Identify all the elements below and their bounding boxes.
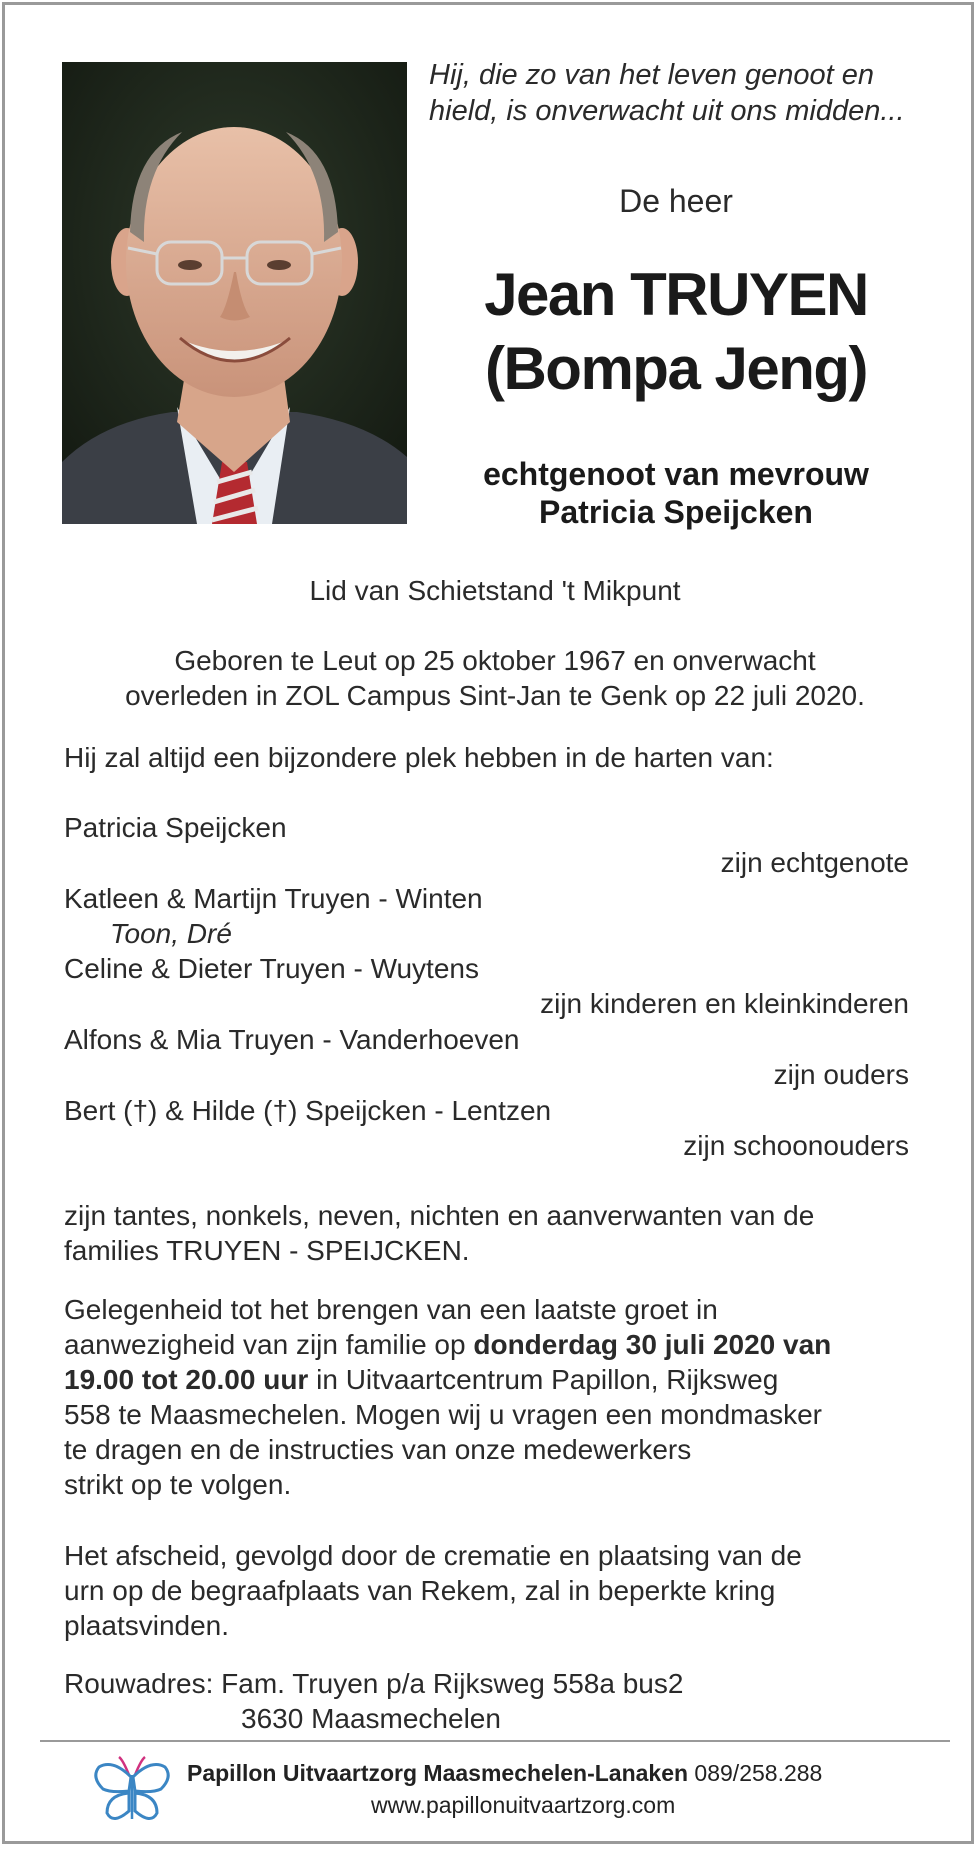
spouse-heading-line2: Patricia Speijcken xyxy=(539,494,813,530)
birth-death-line1: Geboren te Leut op 25 oktober 1967 en onverwacht xyxy=(174,645,816,676)
visit-line6: strikt op te volgen. xyxy=(64,1469,292,1500)
mourning-address-line2: 3630 Maasmechelen xyxy=(241,1703,501,1734)
family-children-role: zijn kinderen en kleinkinderen xyxy=(540,988,909,1019)
club-membership: Lid van Schietstand 't Mikpunt xyxy=(309,575,681,606)
family-spouse-name: Patricia Speijcken xyxy=(64,812,287,843)
spouse-heading xyxy=(429,455,923,531)
farewell-line3: plaatsvinden. xyxy=(64,1610,230,1641)
funeral-home-name: Papillon Uitvaartzorg Maasmechelen-Lanaken xyxy=(187,1760,689,1786)
mourning-address-line1: Rouwadres: Fam. Truyen p/a Rijksweg 558a bus2 xyxy=(64,1668,684,1699)
deceased-name xyxy=(429,258,923,406)
funeral-home-line xyxy=(187,1760,822,1787)
funeral-home-phone: 089/258.288 xyxy=(688,1760,823,1786)
relatives-line2: families TRUYEN - SPEIJCKEN. xyxy=(64,1235,470,1266)
visit-line2-text: aanwezigheid van zijn familie op xyxy=(64,1329,474,1360)
visit-line4: 558 te Maasmechelen. Mogen wij u vragen een mondmasker xyxy=(64,1399,822,1430)
deceased-name-line1: Jean TRUYEN xyxy=(484,261,868,328)
family-child2: Celine & Dieter Truyen - Wuytens xyxy=(64,953,479,984)
visit-date: donderdag 30 juli 2020 van xyxy=(473,1329,832,1360)
family-grandchildren: Toon, Dré xyxy=(110,918,232,949)
family-inlaws: Bert (†) & Hilde (†) Speijcken - Lentzen xyxy=(64,1095,552,1126)
footer-divider xyxy=(40,1740,950,1742)
family-inlaws-role: zijn schoonouders xyxy=(683,1130,909,1161)
farewell-line1: Het afscheid, gevolgd door de crematie en plaatsing van de xyxy=(64,1540,802,1571)
spouse-heading-line1: echtgenoot van mevrouw xyxy=(483,456,869,492)
family-spouse-role: zijn echtgenote xyxy=(720,847,909,878)
obituary-card xyxy=(2,2,974,1844)
family-child1: Katleen & Martijn Truyen - Winten xyxy=(64,883,483,914)
visit-line3 xyxy=(64,1362,934,1398)
butterfly-logo-icon xyxy=(93,1755,171,1827)
portrait-photo xyxy=(62,62,407,524)
family-intro: Hij zal altijd een bijzondere plek hebben in de harten van: xyxy=(64,742,774,773)
visit-line2 xyxy=(64,1327,934,1363)
family-parents: Alfons & Mia Truyen - Vanderhoeven xyxy=(64,1024,520,1055)
deceased-nickname: (Bompa Jeng) xyxy=(484,335,868,402)
title-prefix: De heer xyxy=(619,183,733,219)
visit-line1: Gelegenheid tot het brengen van een laatste groet in xyxy=(64,1294,718,1325)
funeral-home-website[interactable]: www.papillonuitvaartzorg.com xyxy=(371,1792,676,1818)
visit-line5: te dragen en de instructies van onze medewerkers xyxy=(64,1434,692,1465)
farewell-line2: urn op de begraafplaats van Rekem, zal in beperkte kring xyxy=(64,1575,776,1606)
birth-death-line2: overleden in ZOL Campus Sint-Jan te Genk op 22 juli 2020. xyxy=(125,680,865,711)
family-parents-role: zijn ouders xyxy=(773,1059,909,1090)
relatives-line1: zijn tantes, nonkels, neven, nichten en aanverwanten van de xyxy=(64,1200,815,1231)
visit-location: in Uitvaartcentrum Papillon, Rijksweg xyxy=(308,1364,779,1395)
opening-quote: Hij, die zo van het leven genoot en hield, is onverwacht uit ons midden... xyxy=(429,59,905,127)
visit-time: 19.00 tot 20.00 uur xyxy=(64,1364,309,1395)
